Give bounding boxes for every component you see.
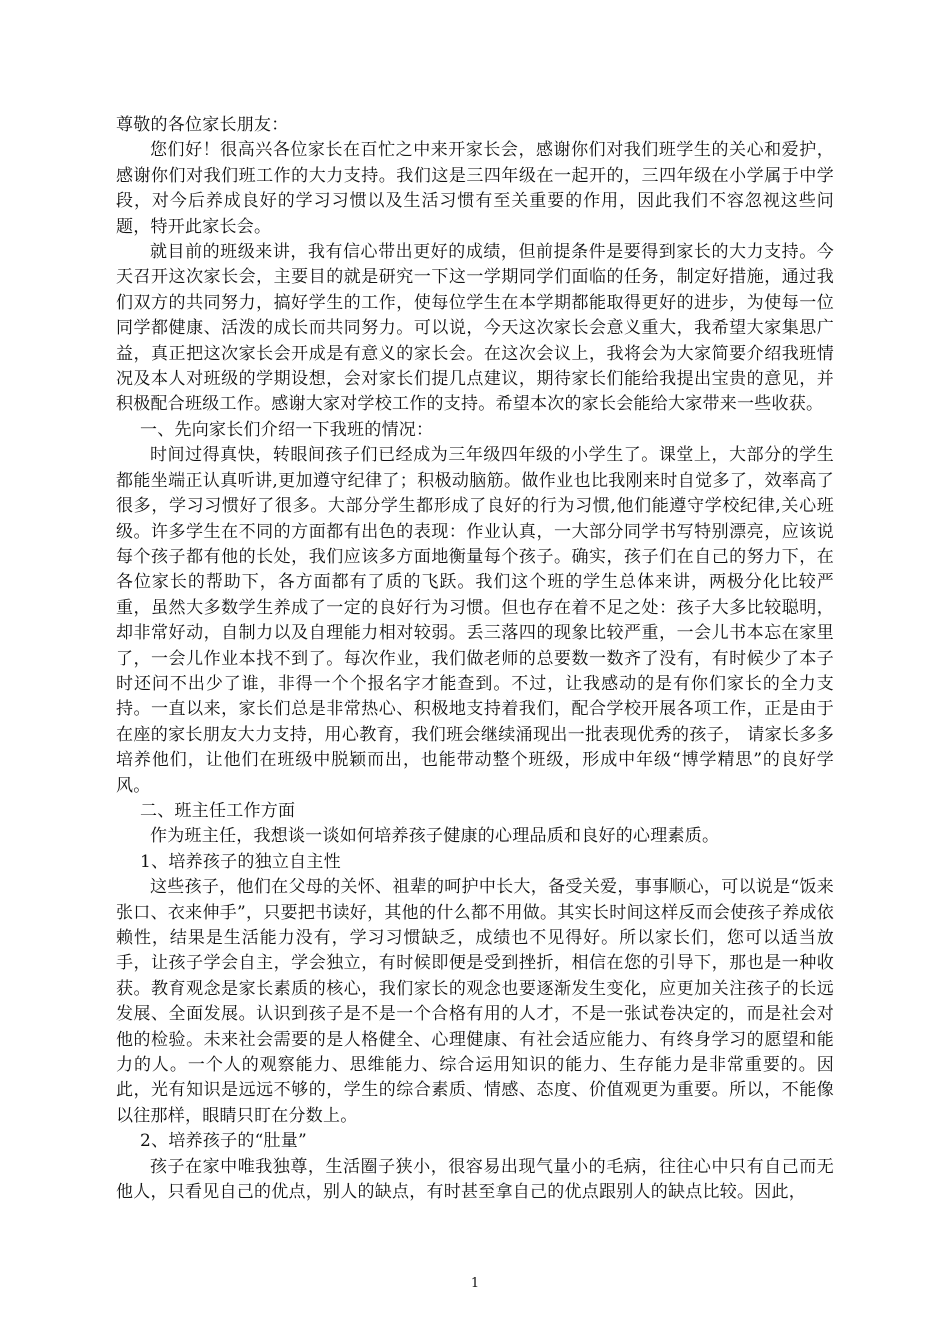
section-heading-class-intro: 一、先向家长们介绍一下我班的情况： <box>140 419 434 440</box>
subheading-independence: 1、培养孩子的独立自主性 <box>140 851 341 872</box>
page-number: 1 <box>470 1276 480 1291</box>
salutation: 尊敬的各位家长朋友： <box>116 115 289 135</box>
subheading-tolerance: 2、培养孩子的“肚量” <box>140 1131 307 1152</box>
paragraph-class-situation: 时间过得真快，转眼间孩子们已经成为三年级四年级的小学生了。课堂上，大部分的学生都能坐端正认真听讲,更加遵守纪律了；积极动脑筋。做作业也比我刚来时自觉多了，效率高了很多，学习习惯好了很多。大部分学生都形成了良好的行为习惯,他们能遵守学校纪律,关心班级。许多学生在不同的方面都有出色的表现：作业认真，一大部分同学书写特别漂亮，应该说每个孩子都有他的长处，我们应该多方面地衡量每个孩子。确实，孩子们在自己的努力下，在各位家长的帮助下，各方面都有了质的飞跃。我们这个班的学生总体来讲，两极分化比较严重，虽然大多数学生养成了一定的良好行为习惯。但也存在着不足之处：孩子大多比较聪明，却非常好动，自制力以及自理能力相对较弱。丢三落四的现象比较严重，一会儿书本忘在家里了，一会儿作业本找不到了。每次作业，我们做老师的总要数一数齐了没有，有时候少了本子时还问不出少了谁，非得一个个报名字才能查到。不过，让我感动的是有你们家长的全力支持。一直以来，家长们总是非常热心、积极地支持着我们，配合学校开展各项工作，正是由于在座的家长朋友大力支持，用心教育，我们班会继续涌现出一批表现优秀的孩子， 请家长多多培养他们，让他们在班级中脱颖而出，也能带动整个班级，形成中年级“博学精思”的良好学风。 <box>116 445 834 796</box>
section-heading-teacher-work: 二、班主任工作方面 <box>140 800 296 821</box>
paragraph-teacher-intro: 作为班主任，我想谈一谈如何培养孩子健康的心理品质和良好的心理素质。 <box>150 826 720 847</box>
paragraph-tolerance: 孩子在家中唯我独尊，生活圈子狭小，很容易出现气量小的毛病，往往心中只有自己而无他人，只看见自己的优点，别人的缺点，有时甚至拿自己的优点跟别人的缺点比较。因此， <box>116 1156 834 1203</box>
paragraph-independence: 这些孩子，他们在父母的关怀、祖辈的呵护中长大，备受关爱，事事顺心，可以说是“饭来张口、衣来伸手”，只要把书读好，其他的什么都不用做。其实长时间这样反而会使孩子养成依赖性，结果是生活能力没有，学习习惯缺乏，成绩也不见得好。所以家长们，您可以适当放手，让孩子学会自主，学会独立，有时候即便是受到挫折，相信在您的引导下，那也是一种收获。教育观念是家长素质的核心，我们家长的观念也要逐渐发生变化，应更加关注孩子的长远发展、全面发展。认识到孩子是不是一个合格有用的人才，不是一张试卷决定的，而是社会对他的检验。未来社会需要的是人格健全、心理健康、有社会适应能力、有终身学习的愿望和能力的人。一个人的观察能力、思维能力、综合运用知识的能力、生存能力是非常重要的。因此，光有知识是远远不够的，学生的综合素质、情感、态度、价值观更为重要。所以，不能像以往那样，眼睛只盯在分数上。 <box>116 877 834 1126</box>
paragraph-greeting: 您们好！很高兴各位家长在百忙之中来开家长会，感谢你们对我们班学生的关心和爱护，感谢你们对我们班工作的大力支持。我们这是三四年级在一起开的，三四年级在小学属于中学段，对今后养成良好的学习习惯以及生活习惯有至关重要的作用，因此我们不容忽视这些问题，特开此家长会。 <box>116 140 834 237</box>
paragraph-purpose: 就目前的班级来讲，我有信心带出更好的成绩，但前提条件是要得到家长的大力支持。今天召开这次家长会，主要目的就是研究一下这一学期同学们面临的任务，制定好措施，通过我们双方的共同努力，搞好学生的工作，使每位学生在本学期都能取得更好的进步，为使每一位同学都健康、活泼的成长而共同努力。可以说，今天这次家长会意义重大，我希望大家集思广益，真正把这次家长会开成是有意义的家长会。在这次会议上，我将会为大家简要介绍我班情况及本人对班级的学期设想，会对家长们提几点建议，期待家长们能给我提出宝贵的意见，并积极配合班级工作。感谢大家对学校工作的支持。希望本次的家长会能给大家带来一些收获。 <box>116 242 834 415</box>
body-text <box>116 113 834 1205</box>
